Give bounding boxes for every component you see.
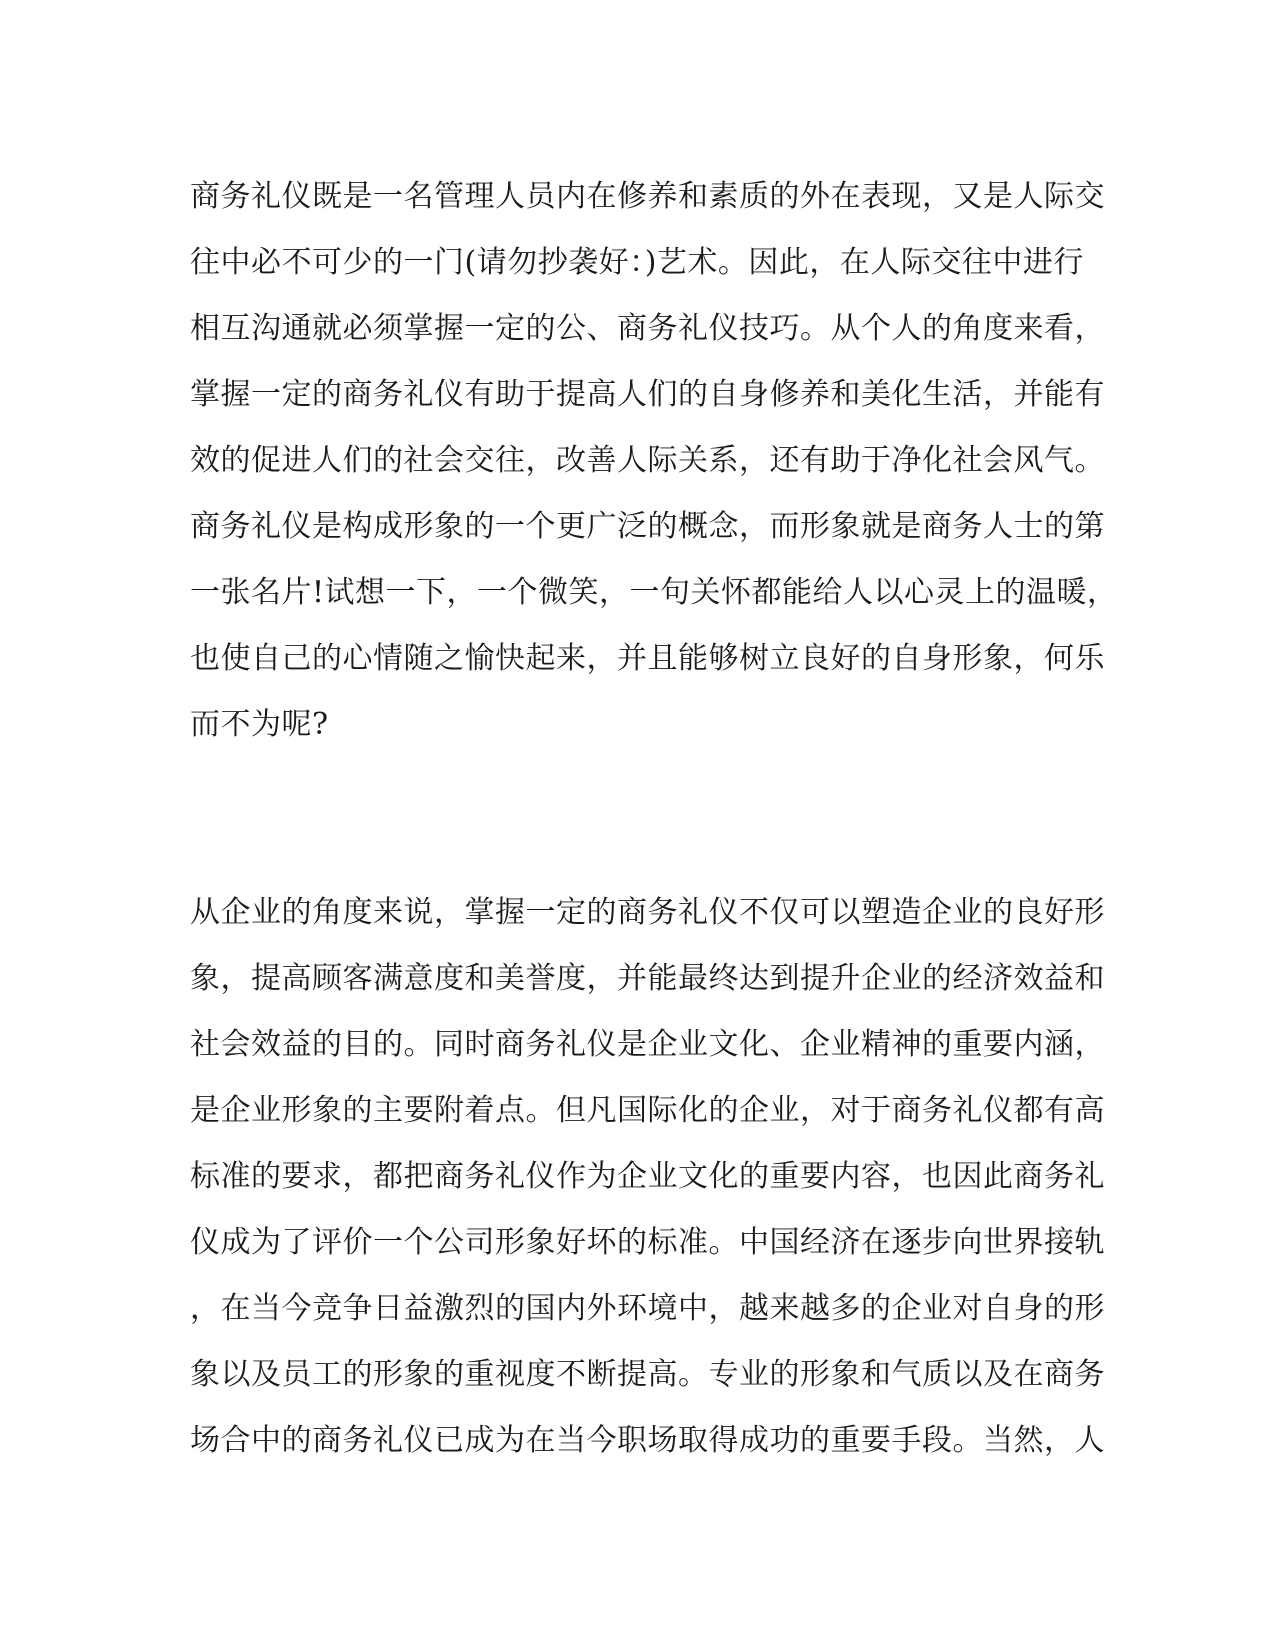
text-line: 场合中的商务礼仪已成为在当今职场取得成功的重要手段。当然，人 bbox=[190, 1423, 1105, 1458]
text-line: 往中必不可少的一门(请勿抄袭好：)艺术。因此，在人际交往中进行 bbox=[190, 245, 1084, 280]
text-line: 象以及员工的形象的重视度不断提高。专业的形象和气质以及在商务 bbox=[190, 1357, 1105, 1392]
text-line: 效的促进人们的社会交往，改善人际关系，还有助于净化社会风气。 bbox=[190, 443, 1105, 478]
text-line: 是企业形象的主要附着点。但凡国际化的企业，对于商务礼仪都有高 bbox=[190, 1093, 1105, 1128]
text-line: ，在当今竞争日益激烈的国内外环境中，越来越多的企业对自身的形 bbox=[190, 1291, 1105, 1326]
text-line: 商务礼仪既是一名管理人员内在修养和素质的外在表现，又是人际交 bbox=[190, 179, 1105, 214]
text-line: 商务礼仪是构成形象的一个更广泛的概念，而形象就是商务人士的第 bbox=[190, 509, 1105, 544]
text-line: 相互沟通就必须掌握一定的公、商务礼仪技巧。从个人的角度来看， bbox=[190, 311, 1105, 346]
text-line: 社会效益的目的。同时商务礼仪是企业文化、企业精神的重要内涵， bbox=[190, 1027, 1105, 1062]
text-line: 仪成为了评价一个公司形象好坏的标准。中国经济在逐步向世界接轨 bbox=[190, 1225, 1105, 1260]
paragraph-1 bbox=[190, 164, 1118, 758]
text-line: 而不为呢? bbox=[190, 707, 329, 742]
text-line: 也使自己的心情随之愉快起来，并且能够树立良好的自身形象，何乐 bbox=[190, 641, 1105, 676]
text-line: 标准的要求，都把商务礼仪作为企业文化的重要内容，也因此商务礼 bbox=[190, 1159, 1105, 1194]
paragraph-2 bbox=[190, 880, 1105, 1474]
text-line: 象，提高顾客满意度和美誉度，并能最终达到提升企业的经济效益和 bbox=[190, 961, 1105, 996]
text-line: 掌握一定的商务礼仪有助于提高人们的自身修养和美化生活，并能有 bbox=[190, 377, 1105, 412]
text-line: 从企业的角度来说，掌握一定的商务礼仪不仅可以塑造企业的良好形 bbox=[190, 895, 1105, 930]
text-line: 一张名片!试想一下，一个微笑，一句关怀都能给人以心灵上的温暖， bbox=[190, 575, 1118, 610]
